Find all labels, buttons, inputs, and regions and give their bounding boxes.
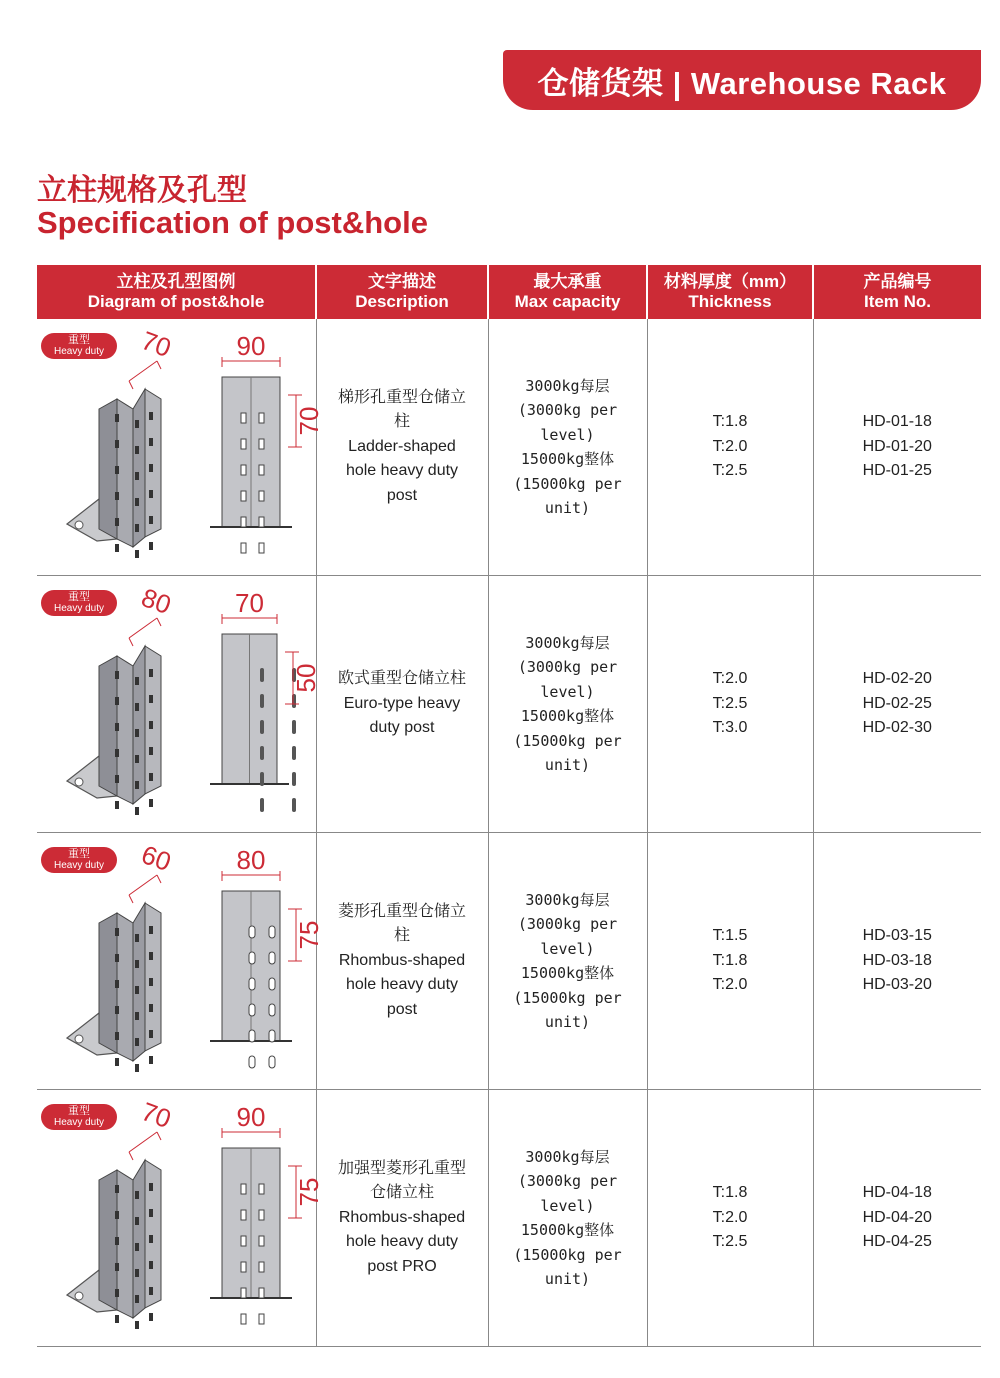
heavy-duty-badge: 重型 Heavy duty (41, 590, 117, 616)
column-header-description: 文字描述 Description (316, 265, 488, 319)
item-no-cell-line: HD-04-25 (862, 1233, 932, 1251)
dimension-label-depth: 70 (137, 325, 175, 364)
description-cell-line: post (386, 486, 418, 504)
dimension-label-depth: 80 (137, 582, 175, 621)
thickness-cell-line: T:2.5 (712, 694, 748, 712)
post-diagram (37, 319, 324, 575)
post-diagram (37, 576, 321, 832)
description-cell-line: 柱 (393, 927, 410, 945)
item-no-cell (813, 833, 981, 1090)
item-no-cell (813, 1090, 981, 1347)
item-no-cell-line: HD-01-20 (862, 437, 932, 455)
description-cell (316, 833, 488, 1090)
description-cell-line: 柱 (393, 413, 410, 431)
description-cell-line: 仓储立柱 (369, 1184, 434, 1202)
capacity-cell-line: (3000kg per (517, 401, 618, 419)
thickness-cell-line: T:2.5 (712, 462, 748, 480)
description-cell-line: hole heavy duty (345, 976, 459, 994)
description-cell-line: Euro-type heavy (343, 694, 461, 712)
heavy-duty-badge: 重型 Heavy duty (41, 847, 117, 873)
item-no-cell-line: HD-03-20 (862, 976, 932, 994)
item-no-cell (813, 319, 981, 576)
item-no-cell-line: HD-03-18 (862, 951, 932, 969)
column-header-item-no: 产品编号 Item No. (813, 265, 981, 319)
capacity-cell-line: level) (540, 682, 595, 701)
description-cell-line: 梯形孔重型仓储立 (337, 388, 466, 406)
item-no-cell-line: HD-04-20 (862, 1208, 932, 1226)
description-cell-line: hole heavy duty (345, 1233, 459, 1251)
diagram-cell (37, 576, 321, 833)
capacity-cell-line: unit) (544, 499, 591, 517)
diagram-cell (37, 833, 324, 1090)
capacity-cell-line: (15000kg per (513, 474, 622, 493)
description-cell-line: hole heavy duty (345, 462, 459, 480)
capacity-cell-line: 3000kg每层 (525, 1147, 610, 1166)
description-cell-line: post (386, 1000, 418, 1018)
capacity-cell (488, 576, 647, 833)
description-cell-line: 欧式重型仓储立柱 (337, 670, 466, 688)
post-diagram (37, 833, 324, 1089)
thickness-cell (647, 833, 813, 1090)
thickness-cell-line: T:1.8 (712, 951, 748, 969)
capacity-cell-line: level) (540, 1196, 595, 1215)
page-banner: 仓储货架 | Warehouse Rack (503, 50, 981, 110)
capacity-cell-line: (3000kg per (517, 915, 618, 933)
thickness-cell-line: T:1.8 (712, 413, 748, 431)
thickness-cell-line: T:2.5 (712, 1233, 748, 1251)
table-row (37, 833, 981, 1090)
item-no-cell-line: HD-02-30 (862, 719, 932, 737)
diagram-cell (37, 319, 324, 576)
item-no-cell (813, 576, 981, 833)
thickness-cell (647, 319, 813, 576)
capacity-cell-line: unit) (544, 1013, 591, 1031)
item-no-cell-line: HD-02-20 (862, 670, 932, 688)
post-side-face (99, 399, 117, 539)
capacity-cell-line: unit) (544, 756, 591, 774)
section-title-cn: 立柱规格及孔型 (37, 174, 247, 207)
thickness-cell-line: T:1.8 (712, 1184, 748, 1202)
capacity-cell-line: (3000kg per (517, 658, 618, 676)
capacity-cell-line: level) (540, 939, 595, 958)
dimension-label-pitch: 70 (294, 406, 324, 436)
description-cell-line: 加强型菱形孔重型 (337, 1159, 466, 1177)
thickness-cell (647, 1090, 813, 1347)
column-header-diagram: 立柱及孔型图例 Diagram of post&hole (37, 265, 316, 319)
capacity-cell-line: (15000kg per (513, 1245, 622, 1264)
item-no-cell-line: HD-04-18 (862, 1184, 932, 1202)
thickness-cell-line: T:2.0 (712, 1208, 748, 1226)
thickness-cell-line: T:2.0 (712, 670, 748, 688)
capacity-cell-line: 15000kg整体 (520, 964, 615, 982)
capacity-cell (488, 833, 647, 1090)
post-side-face (99, 656, 117, 796)
dimension-label-width: 90 (236, 1102, 266, 1132)
description-cell-line: duty post (369, 719, 435, 737)
capacity-cell-line: 15000kg整体 (520, 707, 615, 725)
dimension-label-width: 90 (236, 331, 266, 361)
capacity-cell-line: (15000kg per (513, 731, 622, 750)
table-header-row (37, 265, 981, 319)
item-no-cell-line: HD-02-25 (862, 694, 932, 712)
description-cell-line: post PRO (367, 1257, 437, 1275)
diagram-cell (37, 1090, 324, 1347)
dimension-label-depth: 70 (137, 1096, 175, 1135)
item-no-cell-line: HD-01-18 (862, 413, 932, 431)
capacity-cell (488, 1090, 647, 1347)
dimension-label-width: 70 (235, 588, 264, 618)
description-cell (316, 1090, 488, 1347)
dimension-label-pitch: 75 (294, 920, 324, 950)
heavy-duty-badge: 重型 Heavy duty (41, 1104, 117, 1130)
description-cell (316, 576, 488, 833)
thickness-cell-line: T:2.0 (712, 437, 748, 455)
description-cell-line: 菱形孔重型仓储立 (337, 902, 466, 920)
dimension-label-pitch: 50 (291, 663, 321, 693)
description-cell-line: Rhombus-shaped (338, 1208, 466, 1226)
item-no-cell-line: HD-01-25 (862, 462, 932, 480)
capacity-cell-line: 15000kg整体 (520, 1221, 615, 1239)
table-row (37, 576, 981, 833)
heavy-duty-badge: 重型 Heavy duty (41, 333, 117, 359)
post-diagram (37, 1090, 324, 1346)
thickness-cell-line: T:3.0 (712, 719, 748, 737)
description-cell-line: Rhombus-shaped (338, 951, 466, 969)
capacity-cell-line: 3000kg每层 (525, 890, 610, 909)
item-no-cell-line: HD-03-15 (862, 927, 932, 945)
capacity-cell-line: 3000kg每层 (525, 376, 610, 395)
table-row (37, 319, 981, 576)
capacity-cell-line: 3000kg每层 (525, 633, 610, 652)
capacity-cell-line: (3000kg per (517, 1172, 618, 1190)
description-cell-line: Ladder-shaped (348, 437, 456, 455)
thickness-cell-line: T:1.5 (712, 927, 748, 945)
column-header-capacity: 最大承重 Max capacity (488, 265, 647, 319)
capacity-cell-line: unit) (544, 1270, 591, 1288)
dimension-label-depth: 60 (137, 839, 175, 878)
section-title-en: Specification of post&hole (37, 205, 428, 240)
column-header-thickness: 材料厚度（mm） Thickness (647, 265, 813, 319)
capacity-cell (488, 319, 647, 576)
thickness-cell-line: T:2.0 (712, 976, 748, 994)
spec-table (37, 265, 981, 1347)
dimension-label-pitch: 75 (294, 1177, 324, 1207)
post-side-face (99, 1170, 117, 1310)
table-row (37, 1090, 981, 1347)
capacity-cell-line: level) (540, 425, 595, 444)
capacity-cell-line: (15000kg per (513, 988, 622, 1007)
thickness-cell (647, 576, 813, 833)
capacity-cell-line: 15000kg整体 (520, 450, 615, 468)
description-cell (316, 319, 488, 576)
dimension-label-width: 80 (236, 845, 266, 875)
post-side-face (99, 913, 117, 1053)
